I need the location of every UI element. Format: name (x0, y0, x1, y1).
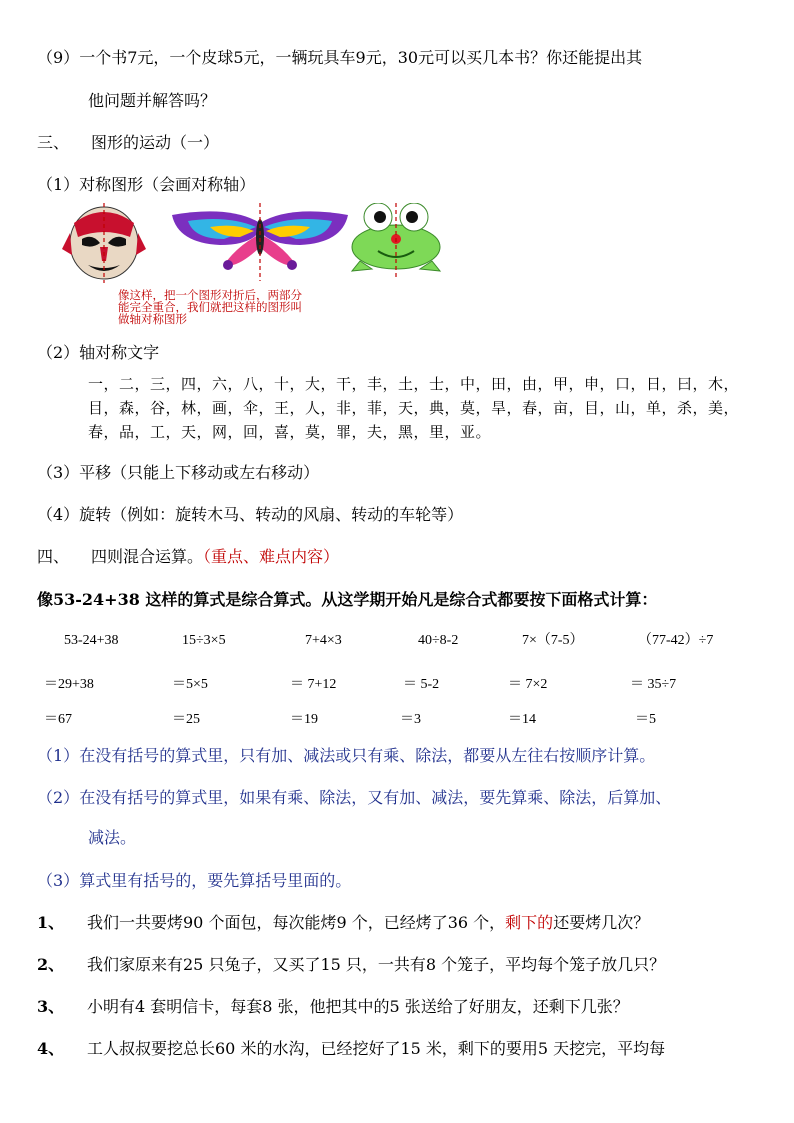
section-3-title: 图形的运动（一） (91, 133, 220, 152)
problem-2 (37, 954, 665, 976)
characters-row: 春，品，工，天，网，回，喜，莫，罪，夫，黑，里，亚。 (88, 423, 492, 441)
problem-1-question: 还要烤几次？ (553, 913, 650, 932)
symmetric-characters-list (88, 372, 768, 444)
problem-1-number: 1、 (37, 913, 65, 932)
calc-step: ＝14 (508, 712, 536, 727)
problem-3 (37, 996, 629, 1018)
calc-step: ＝ 35÷7 (630, 677, 677, 692)
calc-step: ＝3 (400, 712, 421, 727)
problem-1-text: 我们一共要烤90 个面包，每次能烤9 个，已经烤了36 个， (87, 913, 506, 932)
subsection-symmetric-shapes: （1）对称图形（会画对称轴） (37, 175, 256, 194)
rule-1-number: （1） (37, 746, 80, 765)
section-4-intro (37, 589, 657, 611)
characters-row: 目，森，谷，林，画，伞，王，人，非，菲，天，典，莫，旱，春，亩，目，山，单，杀，美， (88, 399, 740, 417)
calc-step: ＝ 7+12 (290, 677, 337, 692)
calc-step: ＝19 (290, 712, 318, 727)
caption-line: 做轴对称图形 (118, 312, 187, 326)
problem-2-number: 2、 (37, 955, 65, 974)
rule-1 (37, 745, 655, 767)
problem-4-text: 工人叔叔要挖总长60 米的水沟，已经挖好了15 米，剩下的要用5 天挖完，平均每 (87, 1039, 666, 1058)
question-9 (37, 47, 642, 69)
rule-3-number: （3） (37, 871, 80, 890)
rule-1-text: 在没有括号的算式里，只有加、减法或只有乘、除法，都要从左往右按顺序计算。 (79, 746, 656, 765)
subsection-translation: （3）平移（只能上下移动或左右移动） (37, 463, 320, 482)
problem-4 (37, 1038, 665, 1060)
section-4-title: 四则混合运算。 (91, 547, 204, 566)
calc-step: 40÷8-2 (418, 633, 459, 648)
calc-step: 15÷3×5 (182, 633, 226, 648)
calc-step: ＝67 (44, 712, 72, 727)
calc-step: ＝29+38 (44, 677, 94, 692)
section-4-highlight: （重点、难点内容） (203, 547, 340, 566)
problem-3-number: 3、 (37, 997, 65, 1016)
problem-1-highlight: 剩下的 (505, 913, 554, 932)
problem-1 (37, 912, 649, 934)
section-4-number: 四、 (37, 547, 70, 566)
section-3-heading (37, 132, 219, 154)
calc-step: ＝ 5-2 (403, 677, 440, 692)
section-4-heading (37, 546, 339, 568)
rule-2 (37, 787, 671, 809)
rule-2-number: （2） (37, 788, 80, 807)
symmetry-caption (118, 289, 302, 325)
calc-step: （77-42）÷7 (638, 633, 714, 648)
characters-row: 一，二，三，四，六，八，十，大，干，丰，土，士，中，田，由，甲，申，口，日，曰，木， (88, 375, 740, 393)
problem-4-number: 4、 (37, 1039, 65, 1058)
section-3-number: 三、 (37, 133, 70, 152)
rule-2-text: 在没有括号的算式里，如果有乘、除法，又有加、减法，要先算乘、除法，后算加、 (79, 788, 672, 807)
calc-step: 7+4×3 (305, 633, 342, 648)
intro-text: 像53-24+38 这样的算式是综合算式。从这学期开始凡是综合式都要按下面格式计算： (37, 590, 658, 609)
caption-line: 像这样，把一个图形对折后，两部分 (118, 288, 302, 302)
calc-step: 53-24+38 (64, 633, 119, 648)
calc-step: ＝5 (635, 712, 656, 727)
problem-3-text: 小明有4 套明信卡，每套8 张，他把其中的5 张送给了好朋友，还剩下几张？ (87, 997, 629, 1016)
rule-3 (37, 870, 351, 892)
problem-2-text: 我们家原来有25 只兔子，又买了15 只，一共有8 个笼子，平均每个笼子放几只？ (87, 955, 666, 974)
subsection-rotation: （4）旋转（例如：旋转木马、转动的风扇、转动的车轮等） (37, 505, 464, 524)
calc-step: 7×（7-5） (522, 633, 584, 648)
question-9-text: 一个书7元，一个皮球5元，一辆玩具车9元，30元可以买几本书？你还能提出其 (79, 48, 643, 67)
rule-3-text: 算式里有括号的，要先算括号里面的。 (79, 871, 352, 890)
rule-2-continuation: 减法。 (88, 828, 137, 847)
calc-step: ＝5×5 (172, 677, 208, 692)
caption-line: 能完全重合，我们就把这样的图形叫 (118, 300, 302, 314)
subsection-symmetric-characters: （2）轴对称文字 (37, 343, 160, 362)
calc-step: ＝ 7×2 (508, 677, 548, 692)
question-9-continuation: 他问题并解答吗？ (88, 91, 217, 110)
question-9-number: （9） (37, 48, 80, 67)
calc-step: ＝25 (172, 712, 200, 727)
